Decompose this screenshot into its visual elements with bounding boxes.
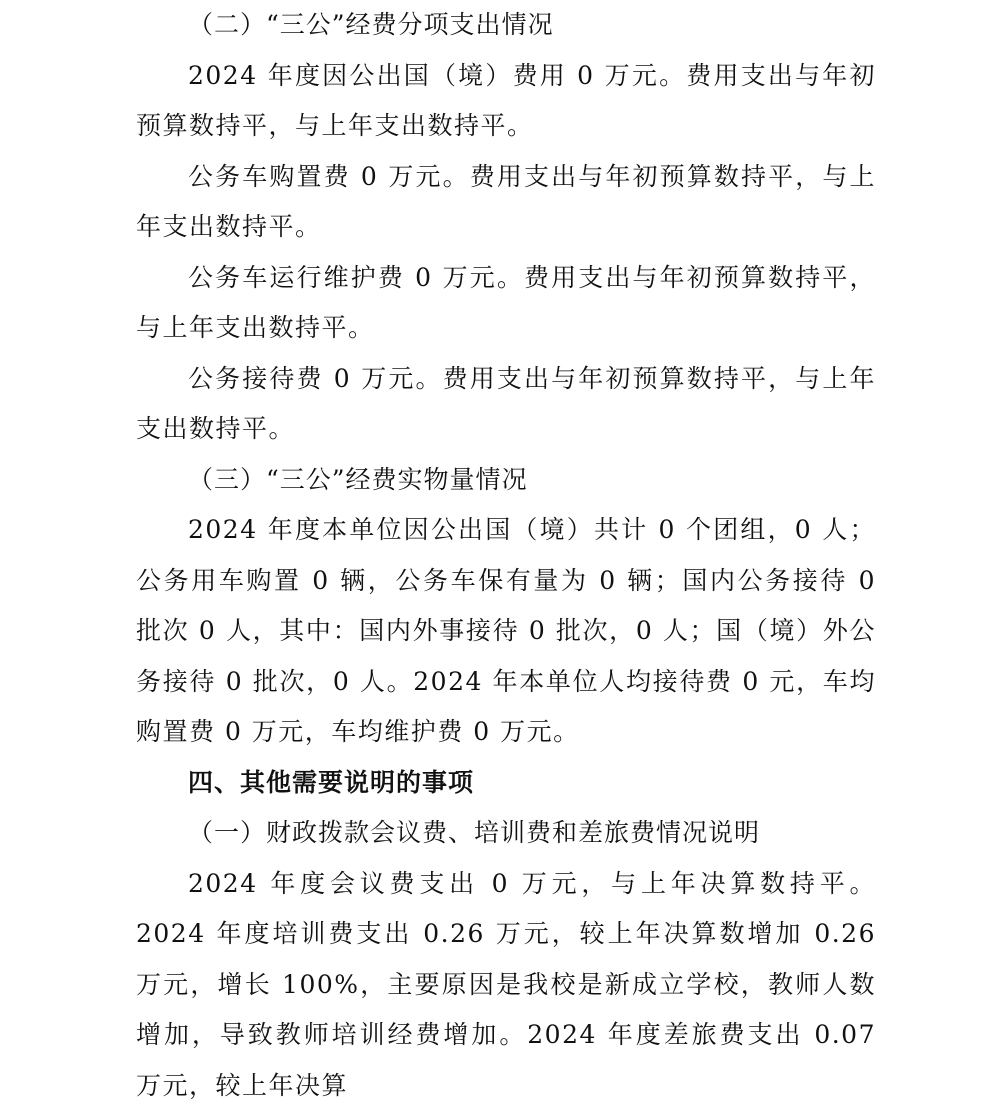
section-heading-other-matters: 四、其他需要说明的事项: [136, 758, 876, 809]
paragraph-vehicle-maintenance: 公务车运行维护费 0 万元。费用支出与年初预算数持平，与上年支出数持平。: [136, 253, 876, 354]
document-body: [136, 0, 876, 1111]
subheading-three-public-breakdown: （二）“三公”经费分项支出情况: [136, 0, 876, 51]
paragraph-physical-quantities: 2024 年度本单位因公出国（境）共计 0 个团组，0 人；公务用车购置 0 辆，公务车保有量为 0 辆；国内公务接待 0 批次 0 人，其中：国内外事接待 0 批次，0 人；国（境）外公务接待 0 批次，0 人。2024 年本单位人均接待费 0 元，车均购置费 0 万元，车均维护费 0 万元。: [136, 505, 876, 758]
paragraph-official-reception: 公务接待费 0 万元。费用支出与年初预算数持平，与上年支出数持平。: [136, 354, 876, 455]
paragraph-overseas-travel: 2024 年度因公出国（境）费用 0 万元。费用支出与年初预算数持平，与上年支出数持平。: [136, 51, 876, 152]
subheading-meeting-training-travel: （一）财政拨款会议费、培训费和差旅费情况说明: [136, 808, 876, 859]
paragraph-vehicle-purchase: 公务车购置费 0 万元。费用支出与年初预算数持平，与上年支出数持平。: [136, 152, 876, 253]
subheading-three-public-physical: （三）“三公”经费实物量情况: [136, 455, 876, 506]
paragraph-meeting-training-travel: 2024 年度会议费支出 0 万元，与上年决算数持平。2024 年度培训费支出 0.26 万元，较上年决算数增加 0.26 万元，增长 100%，主要原因是我校是新成立学校，教师人数增加，导致教师培训经费增加。2024 年度差旅费支出 0.07 万元，较上年决算: [136, 859, 876, 1111]
